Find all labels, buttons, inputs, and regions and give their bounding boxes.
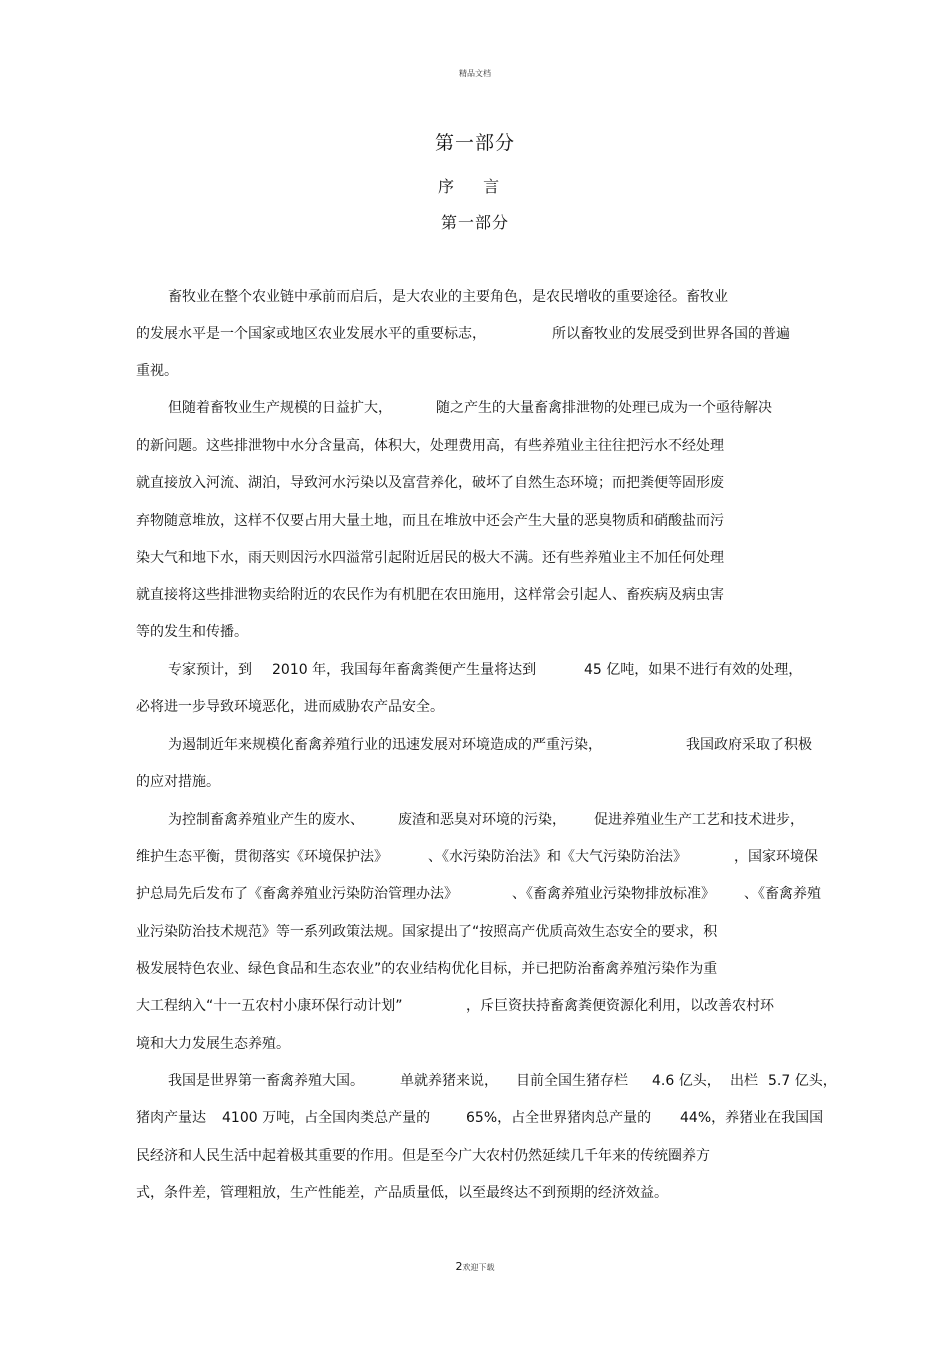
text-line: 为遏制近年来规模化畜禽养殖行业的迅速发展对环境造成的严重污染， bbox=[168, 737, 602, 753]
text-line: 弃物随意堆放，这样不仅要占用大量土地，而且在堆放中还会产生大量的恶臭物质和硝酸盐而污 bbox=[136, 513, 724, 529]
text-line: 境和大力发展生态养殖。 bbox=[136, 1036, 290, 1052]
text-line: 式，条件差，管理粗放，生产性能差，产品质量低，以至最终达不到预期的经济效益。 bbox=[136, 1185, 668, 1201]
text-line: ，斥巨资扶持畜禽粪便资源化利用，以改善农村环 bbox=[466, 998, 774, 1014]
text-line: 2010 年，我国每年畜禽粪便产生量将达到 bbox=[272, 662, 537, 678]
text-line: 民经济和人民生活中起着极其重要的作用。但是至今广大农村仍然延续几千年来的传统圈养方 bbox=[136, 1148, 710, 1164]
page-header: 精品文档 bbox=[459, 69, 491, 78]
text-line: 我国是世界第一畜禽养殖大国。 bbox=[168, 1073, 364, 1089]
page-number: 2 bbox=[455, 1260, 463, 1273]
text-line: 5.7 亿头， bbox=[768, 1073, 837, 1089]
text-line: ，国家环境保 bbox=[734, 849, 818, 865]
part-subtitle: 第一部分 bbox=[440, 213, 509, 232]
text-line: 4.6 亿头， bbox=[652, 1073, 721, 1089]
text-line: 44%，养猪业在我国国 bbox=[680, 1110, 824, 1126]
text-line: 猪肉产量达 bbox=[136, 1110, 206, 1126]
text-line: 、《水污染防治法》和《大气污染防治法》 bbox=[428, 849, 687, 865]
text-line: 的发展水平是一个国家或地区农业发展水平的重要标志， bbox=[136, 326, 486, 342]
text-line: 随之产生的大量畜禽排泄物的处理已成为一个亟待解决 bbox=[436, 400, 772, 416]
text-line: 、《畜禽养殖业污染物排放标准》 bbox=[512, 886, 715, 902]
preface-title: 序 言 bbox=[438, 177, 512, 196]
text-line: 废渣和恶臭对环境的污染， bbox=[398, 812, 566, 828]
text-line: 重视。 bbox=[136, 363, 178, 379]
page-footer bbox=[0, 1260, 950, 1273]
text-line: 就直接放入河流、湖泊，导致河水污染以及富营养化，破坏了自然生态环境；而把粪便等固形废 bbox=[136, 475, 724, 491]
text-line: 就直接将这些排泄物卖给附近的农民作为有机肥在农田施用，这样常会引起人、畜疾病及病虫害 bbox=[136, 587, 724, 603]
text-line: 出栏 bbox=[730, 1073, 758, 1089]
text-line: 、《畜禽养殖 bbox=[744, 886, 821, 902]
text-line: 畜牧业在整个农业链中承前而启后，是大农业的主要角色，是农民增收的重要途径。畜牧业 bbox=[168, 289, 728, 305]
text-line: 45 亿吨，如果不进行有效的处理， bbox=[584, 662, 803, 678]
text-line: 4100 万吨，占全国肉类总产量的 bbox=[222, 1110, 431, 1126]
text-line: 等的发生和传播。 bbox=[136, 624, 248, 640]
text-line: 业污染防治技术规范》等一系列政策法规。国家提出了“按照高产优质高效生态安全的要求，积 bbox=[136, 924, 718, 940]
text-line: 的新问题。这些排泄物中水分含量高，体积大，处理费用高，有些养殖业主往往把污水不经处理 bbox=[136, 438, 724, 454]
text-line: 但随着畜牧业生产规模的日益扩大， bbox=[168, 400, 392, 416]
text-line: 专家预计，到 bbox=[168, 662, 252, 678]
text-line: 的应对措施。 bbox=[136, 774, 220, 790]
part-title: 第一部分 bbox=[434, 132, 515, 154]
text-line: 染大气和地下水，雨天则因污水四溢常引起附近居民的极大不满。还有些养殖业主不加任何处理 bbox=[136, 550, 724, 566]
footer-text: 欢迎下载 bbox=[462, 1263, 495, 1272]
text-line: 目前全国生猪存栏 bbox=[516, 1073, 628, 1089]
text-line: 必将进一步导致环境恶化，进而威胁农产品安全。 bbox=[136, 699, 444, 715]
text-line: 促进养殖业生产工艺和技术进步， bbox=[594, 812, 804, 828]
text-line: 大工程纳入“十一五农村小康环保行动计划” bbox=[136, 998, 403, 1014]
text-line: 我国政府采取了积极 bbox=[686, 737, 812, 753]
text-line: 极发展特色农业、绿色食品和生态农业”的农业结构优化目标，并已把防治畜禽养殖污染作为重 bbox=[136, 961, 718, 977]
text-line: 65%，占全世界猪肉总产量的 bbox=[466, 1110, 652, 1126]
text-line: 为控制畜禽养殖业产生的废水、 bbox=[168, 812, 364, 828]
text-line: 维护生态平衡，贯彻落实《环境保护法》 bbox=[136, 849, 388, 865]
text-line: 所以畜牧业的发展受到世界各国的普遍 bbox=[552, 326, 790, 342]
text-line: 单就养猪来说， bbox=[400, 1073, 498, 1089]
text-line: 护总局先后发布了《畜禽养殖业污染防治管理办法》 bbox=[136, 886, 458, 902]
